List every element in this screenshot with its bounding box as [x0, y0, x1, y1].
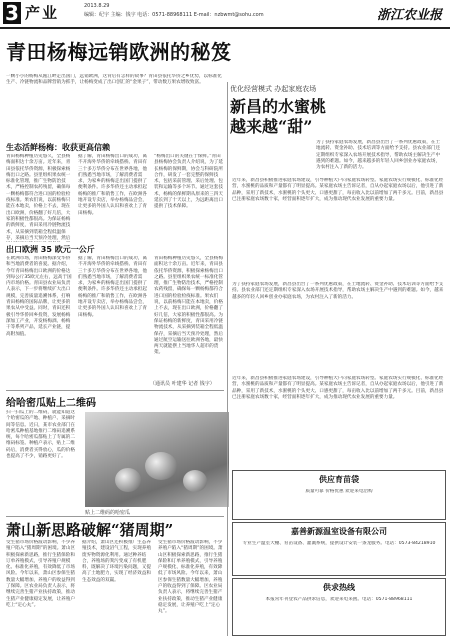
right-body-2: 为了扶持家庭农场发展，新昌县出台了一系列优惠政策，在土地流转、资金补助、技术培训等方面给予支持。县农业部门还定期组织专家深入农场开展技术指导，帮助农场主解决生产中遇到的难题。如今，越来越多的年轻人回乡创业办家庭农场，为农村注入了新的活力。 — [232, 282, 444, 300]
right-body-3: 近年来，新昌县积极推进家庭农场建设，引导种植大户向家庭农场转型。家庭农场实行规模化、标准化经营，水蜜桃的品质和产量都有了明显提高。某家庭农场主告诉记者，自从办起家庭农场以后，他引进了新品种，采用了新技术，水蜜桃的个头更大、口感更甜了，每亩收入比以前增加了两千多元。目前，新昌县已注册家庭农场数十家，经营面积逐年扩大，成为推动现代农业发展的重要力量。 — [232, 376, 444, 400]
ad-greenhouse-title: 嘉善新源温室设备有限公司 — [291, 527, 387, 536]
right-kicker: 优化经营模式 办起家庭农场 — [230, 85, 317, 93]
subhead-freshness: 生态活鲜杨梅：收获更高信赖 — [6, 143, 110, 152]
ad-supply-title: 供求热线 — [323, 583, 355, 592]
subhead-export-price: 出口欧洲 35 欧元一公斤 — [6, 245, 95, 254]
section-name: 产业 — [25, 4, 60, 22]
melon-image — [183, 470, 207, 492]
header-rule — [0, 27, 450, 29]
page-header — [0, 0, 450, 30]
ad-greenhouse-text: 专业生产温室大棚、育苗设备、灌溉系统，提供设计安装一条龙服务。电话：0573-84218910 — [242, 541, 436, 546]
newspaper-name: 浙江农业报 — [376, 8, 442, 23]
bottom-body-col2: 据介绍，萧山区还积极推广生态养殖技术，建设沼气工程，实现养殖废弃物资源化利用。通过种养结合，养殖场的粪污变成了有机肥料，既解决了环境污染问题，又提高了土地肥力，实现了经济效益和生态效益的双赢。 — [82, 540, 151, 583]
lead-body-col2: 据了解，青田杨梅出口的成功，离不开海外华侨的牵线搭桥。青田有三十多万华侨分布在世界各地，他们熟悉当地市场，了解消费者需求，为家乡的杨梅走出国门提供了便利条件。许多华侨还主动承担起杨梅的推广和销售工作，在欧洲各地开设专卖店，举办杨梅品尝会，让更多的外国人认识和喜欢上了青田杨梅。 — [78, 154, 147, 216]
ad-supply-demand — [232, 578, 446, 636]
lead-headline: 青田杨梅远销欧洲的秘笈 — [6, 40, 232, 64]
right-headline-line1: 新昌的水蜜桃 — [230, 97, 327, 116]
ad-greenhouse — [232, 522, 446, 576]
photo-caption: 贴上二维码的哈密瓜 — [85, 510, 131, 516]
melon-image — [115, 468, 141, 492]
lead-body-col5: 据了解，青田杨梅出口的成功，离不开海外华侨的牵线搭桥。青田有三十多万华侨分布在世界各地，他们熟悉当地市场，了解消费者需求，为家乡的杨梅走出国门提供了便利条件。许多华侨还主动承担起杨梅的推广和销售工作，在欧洲各地开设专卖店，举办杨梅品尝会，让更多的外国人认识和喜欢上了青田杨梅。 — [78, 256, 147, 318]
page-number: 3 — [3, 2, 21, 24]
subhead-qrcode-melon: 给哈密瓜贴上二维码 — [6, 398, 96, 409]
melon-photo — [85, 412, 229, 507]
ad-seedling-title: 供应育苗袋 — [319, 475, 359, 484]
lead-body-col3: “杨梅出口的关键在于保鲜。”青田县杨梅协会负责人介绍说，为了延长杨梅的保鲜期，协会与科研院所合作，研发了一套完整的保鲜技术，包括采前管理、采后处理、包装和运输等多个环节。通过这套技术，杨梅的保鲜期从原来的三四天延长到了十天以上，为远距离出口提供了技术保障。 — [154, 154, 223, 210]
right-headline-line2: 越来越“甜” — [230, 117, 313, 136]
editor-info: 编辑：纪宇 主编：钱宇 电话：0571-88968111 E-mail：nzbwmt@sohu.com — [84, 12, 264, 18]
lead-deck: 一颗小小的杨梅从瓯江畔走出国门，远销欧洲，这背后有怎样的故事？青田县依托华侨之乡优势，以标准化生产、冷链物流和品牌营销为抓手，让杨梅变成了出口创汇的“金果子”，带动数万果农增收致富。 — [6, 74, 222, 86]
lead-author: （通讯员 叶建华 记者 钱宇） — [150, 381, 215, 387]
right-intro: 为了扶持家庭农场发展，新昌县出台了一系列优惠政策，在土地流转、资金补助、技术培训等方面给予支持。县农业部门还定期组织专家深入农场开展技术指导，帮助农场主解决生产中遇到的难题。如今，越来越多的年轻人回乡创业办家庭农场，为农村注入了新的活力。 — [316, 140, 441, 171]
ad-seedling-text: 质量可靠 价格优惠 欢迎来电洽购 — [305, 489, 373, 494]
bottom-headline: 萧山新思路破解“猪周期” — [6, 521, 174, 539]
lead-body-col4: 在欧洲市场，青田杨梅深受华侨和当地消费者的喜爱。据介绍，今年青田杨梅出口欧洲的价格达到每公斤35欧元左右，远高于国内市场价格。青田县农业局负责人表示，下一步将继续扩大出口规模，完善质量追溯体系，打响青田杨梅的国际品牌，让更多的果农从中受益。同时，青田还积极引导华侨回乡投资，发展杨梅深加工产业，开发杨梅酒、杨梅干等系列产品，延长产业链，提高附加值。 — [6, 256, 72, 337]
bottom-body-col3: 受生猪市场价格波动影响，不少养殖户陷入“猪周期”的困境。萧山区积极探索新思路，推行生猪保险和订单养殖模式，引导养殖户规模化、标准化养殖，有效降低了市场风险。今年以来，萧山区参保生猪数量大幅增加，养殖户的收益得到了保障。区农业局负责人表示，将继续完善生猪产业扶持政策，推动生猪产业健康稳定发展，让养殖户吃上“定心丸”。 — [158, 540, 223, 615]
right-headline — [230, 97, 326, 137]
divider-mid — [6, 390, 224, 391]
ad-seedling-bags — [232, 470, 446, 520]
right-body-1: 近年来，新昌县积极推进家庭农场建设，引导种植大户向家庭农场转型。家庭农场实行规模化、标准化经营，水蜜桃的品质和产量都有了明显提高。某家庭农场主告诉记者，自从办起家庭农场以后，他引进了新品种，采用了新技术，水蜜桃的个头更大、口感更甜了，每亩收入比以前增加了两千多元。目前，新昌县已注册家庭农场数十家，经营面积逐年扩大，成为推动现代农业发展的重要力量。 — [232, 178, 444, 202]
melon-image — [145, 452, 177, 480]
divider-bottom — [6, 516, 224, 517]
lead-body-col1: 青田杨梅种植历史悠久，全县杨梅面积达十余万亩。近年来，青田县依托华侨资源，积极探索杨梅出口之路。县里组织果农统一标准化管理，推广生物防治技术，严格控制农药残留，确保每一颗杨梅都符合进口国的检验检疫标准。果农们说，以前杨梅只能在本地卖，价格上不去，现在出口欧洲，价格翻了好几倍，大家的积极性都很高。为保证杨梅的新鲜度，青田采用冷链物流技术，从采摘到装箱全程低温保存，采摘后当天预冷处理，然后 — [6, 154, 71, 241]
column-divider — [227, 82, 228, 636]
bottom-body-col1: 受生猪市场价格波动影响，不少养殖户陷入“猪周期”的困境。萧山区积极探索新思路，推行生猪保险和订单养殖模式，引导养殖户规模化、标准化养殖，有效降低了市场风险。今年以来，萧山区参保生猪数量大幅增加，养殖户的收益得到了保障。区农业局负责人表示，将继续完善生猪产业扶持政策，推动生猪产业健康稳定发展，让养殖户吃上“定心丸”。 — [6, 540, 76, 608]
lead-body-col6: 青田杨梅种植历史悠久，全县杨梅面积达十余万亩。近年来，青田县依托华侨资源，积极探索杨梅出口之路。县里组织果农统一标准化管理，推广生物防治技术，严格控制农药残留，确保每一颗杨梅都符合进口国的检验检疫标准。果农们说，以前杨梅只能在本地卖，价格上不去，现在出口欧洲，价格翻了好几倍，大家的积极性都很高。为保证杨梅的新鲜度，青田采用冷链物流技术，从采摘到装箱全程低温保存，采摘后当天预冷处理，然后通过航空运输送往欧洲各地，最快两天就能摆上当地华人超市的货架。 — [154, 256, 223, 356]
melon-body: 扫一扫瓜上的二维码，就能知道这个哈密瓜的产地、种植户、采摘时间等信息。近日，某市农业部门在哈密瓜种植基地推行二维码追溯系统，每个哈密瓜都贴上了专属的二维码标签。种植户表示，贴上二维码后，消费者买得放心，瓜的价格也提高了不少，销路更好了。 — [6, 410, 75, 460]
issue-date: 2013.8.29 — [84, 3, 110, 9]
ad-supply-text: 本报常年刊登农产品供求信息，欢迎来电来函。电话：0571-88968111 — [265, 597, 413, 602]
